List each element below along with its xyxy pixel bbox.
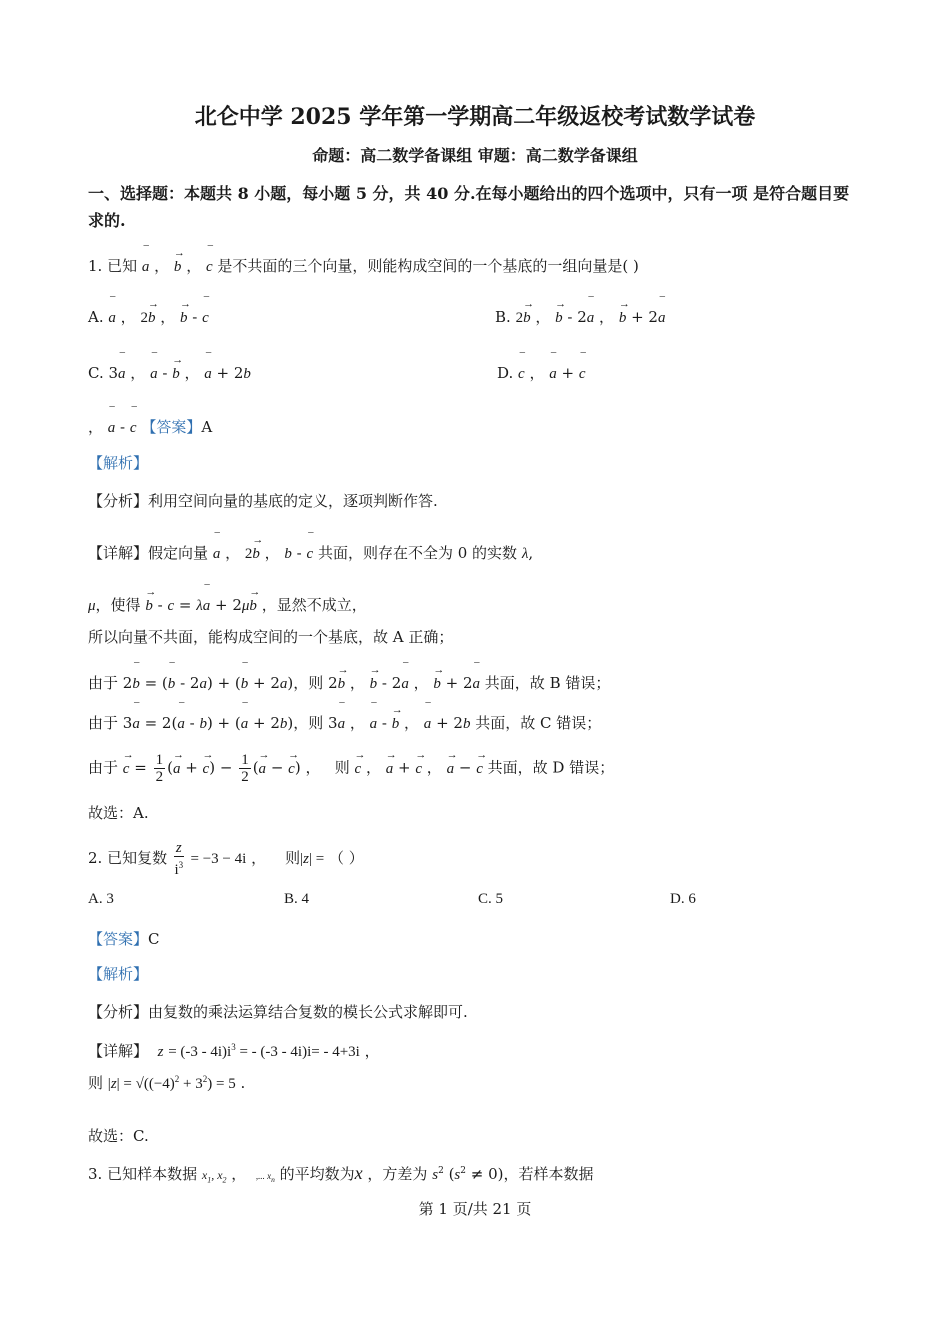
section-heading: 一、选择题：本题共 8 小题，每小题 5 分，共 40 分.在每小题给出的四个选项中，只有一项 是符合题目要求的. [88, 184, 850, 230]
q2-fenxi [88, 1001, 468, 1022]
q2-stem-mid: 则 [285, 849, 301, 867]
q1-stem-suffix: 是不共面的三个向量，则能构成空间的一个基底的一组向量是( ) [217, 257, 639, 275]
q2-stem-prefix: 2. 已知复数 [88, 849, 168, 867]
q1-answer-tag: 【答案】 [141, 418, 202, 436]
q2-stem: 2. 已知复数 $\frac{z}{i^3}$ = −3 − 4i ， 则|z| = （ ） [88, 840, 364, 878]
q1-d-prefix: 由于 [88, 758, 119, 777]
q1-fenxi-tag: 【分析】 [88, 492, 149, 510]
page-footer: 第 1 页/共 21 页 [418, 1200, 532, 1218]
q1-detail-c: 由于 3‾ a = 2(‾ a - b) + (‾ a + 2b)，则 3‾ a ， ‾ a - → b ， ‾ a + 2b 共面，故 C 错误； [88, 712, 601, 733]
q3-stem-mid1: 的平均数为 [279, 1165, 355, 1183]
q1-fenxi-text: 利用空间向量的基底的定义，逐项判断作答. [148, 492, 438, 510]
q1-detail-b: 由于 2‾ b = (‾ b - 2a) + (‾ b + 2a)，则 2→ b ， → b - 2‾ a ， → b + 2‾ a 共面，故 B 错误； [88, 672, 610, 693]
q1-b-suffix: 共面，故 B 错误； [484, 674, 611, 692]
q2-option-d: D. 6 [670, 891, 696, 907]
q2-modulus: 则 $|z| = √((-4)^2 + 3^2) = 5$ . [88, 1074, 246, 1092]
q1-detail-tag: 【详解】 [88, 544, 149, 562]
exam-title: 北仑中学 2025 学年第一学期高二年级返校考试数学试卷 [194, 104, 756, 130]
q1-detail-d: 由于 → c = $\frac{1}{2}$ (→ a + → c) − $\frac{1}{2}$ (→ a − → c) ， 则 → c ， → a + → c ， → a − → c 共面，故 D 错误； [88, 752, 614, 785]
q2-answer-tag: 【答案】 [88, 930, 149, 948]
q1-stem: 1. 已知 ‾ a ， → b ， ‾ c 是不共面的三个向量，则能构成空间的一个基底的一组向量是( ) [88, 255, 639, 276]
q1-c-suffix: 共面，故 C 错误； [475, 714, 602, 732]
q1-detail-text2: ，使得 [95, 596, 141, 614]
q3-stem-suffix: ，若样本数据 [503, 1165, 594, 1183]
q1-detail-line3: 所以向量不共面，能构成空间的一个基底，故 A 正确； [88, 628, 454, 646]
q1-detail-text1: 假定向量 [148, 544, 209, 562]
q3-stem-mid2: ，方差为 [367, 1165, 428, 1183]
q1-fenxi [88, 490, 438, 511]
q2-fenxi-tag: 【分析】 [88, 1003, 149, 1021]
q1-option-a-label: A. [88, 308, 104, 326]
q1-detail-text2b: ，显然不成立， [261, 596, 367, 614]
q2-detail: 【详解】 $z = (-3 - 4i)i^3$ = - (-3 - 4i)i= - 4+3i ， [88, 1042, 380, 1060]
q1-option-d: D. ‾ c ， ‾ a + ‾ c [497, 362, 586, 383]
q1-answer-line: ， ‾ a - ‾ c 【答案】A [88, 416, 212, 437]
q2-answer-value: C [148, 930, 160, 948]
q1-option-b: B. 2→ b ， → b - 2‾ a ， → b + 2‾ a [495, 306, 665, 327]
q2-then: 则 [88, 1074, 104, 1092]
q1-stem-prefix: 1. 已知 [88, 257, 138, 275]
q3-stem-prefix: 3. 已知样本数据 [88, 1165, 198, 1183]
q1-c-prefix: 由于 [88, 714, 119, 732]
q2-fenxi-text: 由复数的乘法运算结合复数的模长公式求解即可. [148, 1003, 468, 1021]
q1-option-b-label: B. [495, 308, 511, 326]
q1-c-mid: ，则 [293, 714, 324, 732]
q1-detail-text1b: 共面，则存在不全为 0 的实数 [317, 544, 518, 562]
q2-answer [88, 928, 160, 949]
q1-detail-line2: μ，使得 → b - c = λ‾ a + 2μ→ b ，显然不成立， [88, 594, 367, 615]
q2-stem-suffix: （ ） [329, 849, 364, 867]
q1-answer-value: A [201, 418, 213, 436]
q1-option-d-label: D. [497, 364, 514, 382]
q1-b-mid: ，则 [293, 674, 324, 692]
q2-detail-tag: 【详解】 [88, 1042, 149, 1060]
q1-conclusion: 故选：A. [88, 804, 149, 822]
q2-option-a: A. 3 [88, 891, 114, 907]
q1-b-prefix: 由于 [88, 674, 119, 692]
q2-conclusion: 故选：C. [88, 1127, 149, 1145]
q1-d-suffix: 共面，故 D 错误； [487, 758, 615, 777]
q1-detail-line1: 【详解】假定向量 ‾ a ， 2→ b ， b - ‾ c 共面，则存在不全为 0 的实数 λ, [88, 542, 533, 563]
q1-option-c: C. 3‾ a ， ‾ a - → b ， ‾ a + 2b [88, 362, 251, 383]
q1-option-a: A. ‾ a ， 2→ b ， → b - ‾ c [88, 306, 209, 327]
q2-option-b: B. 4 [284, 891, 310, 907]
exam-subtitle: 命题：高二数学备课组 审题：高二数学备课组 [312, 146, 638, 165]
q1-option-c-label: C. [88, 364, 104, 382]
q2-analysis-tag: 【解析】 [88, 965, 149, 983]
q2-option-c: C. 5 [478, 891, 504, 907]
q3-stem: 3. 已知样本数据 $x_1$, $x_2$ ， ,... $x_n$ 的平均数为x ，方差为 $s^2$ $(s^2 \ne 0)$，若样本数据 [88, 1163, 594, 1185]
q1-analysis-tag: 【解析】 [88, 454, 149, 472]
